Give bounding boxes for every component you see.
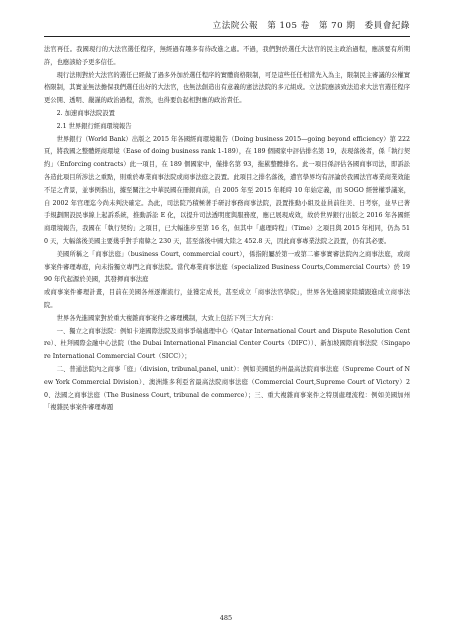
page-number: 485 xyxy=(219,614,233,622)
section-heading: 2. 加速商事法院設置 xyxy=(56,109,115,117)
paragraph: 或商事案件審理計畫，目前在美國各州逐漸流行，並獲定成長，甚至成立「商事法官學院」，世界各先進國家陸續跟進成立商事法院。 xyxy=(44,289,410,309)
paragraph: 世界各先進國家對於重大複雜商事案件之審理機制，大致上包括下列三大方向： xyxy=(56,314,277,322)
paragraph: 現行法則對於大法官的選任已經做了過多外加於選任程序的實體資格限制，可是這些任任相當先入為主，限制民主審議的公權實格限制，其實並無法擔保我們選任出好的大法官，也無法創造出有意義的憲法法院的多元組成。立法院應該致法追求大法官選任程序更公開、透明、嚴謹的政治過程，當然，也得要負起相對應的政治責任。 xyxy=(44,71,410,105)
running-header: 立法院公報 第 105 卷 第 70 期 委員會紀錄 xyxy=(44,20,410,37)
paragraph: 法官再任。我國現行的大法官選任程序，無經過有趣多有待改進之處。不過，我們對於選任大法官的民主政治過程，應該要有所期許，也應該給予更多信任。 xyxy=(44,46,410,66)
list-item: 二、普通法院內之商事「庭」（division, tribunal,panel, unit）：例如美國紐約州最高法院商事法庭（Supreme Court of New York Commercial Division）、澳洲維多利亞省最高法院商事法庭（Commercial Court,Supreme Court of Victory）20、法國之商事法庭（The Business Court, tribunal de commerce）；三、重大複雜商事案件之特別處理流程：例如美國加州「複雜民事案件審理專題 xyxy=(44,365,410,412)
paragraph: 美國所稱之「商事法庭」（business Court, commercial court），係指附屬於第一或第二審事實審法院內之商事法庭，或商事案件審理專庭，向未指獨立專門之商事法院。當代專業商事法庭（specialized Business Courts,Commercial Courts）於 1990 年代起源於美國，其發揮商事法庭 xyxy=(44,250,410,284)
subsection-heading: 2.1 世界銀行經商環境報告 xyxy=(56,122,132,130)
document-body xyxy=(44,44,410,415)
list-item: 一、獨立之商事法院：例如卡達國際法院及商事爭端處理中心（Qatar International Court and Dispute Resolution Centre）、杜拜國際金融中心法院（the Dubai International Financial Center Courts（DIFC））、新加坡國際商事法院（Singapore International Commercial Court（SICC））； xyxy=(44,327,410,361)
paragraph: 世界銀行（World Bank）出版之 2015 年各國經商環境報告（Doing business 2015—going beyond efficiency）第 222 頁，將我國之整體經商環境（Ease of doing business rank 1-189），在 189 個國家中評估排名第 19，表現落後者，係「執行契約」（Enforcing contracts）此一項目，在 189 個國家中，僅排名第 93，拖累整體排名。此一項目係評估各國商事司法，即訴訟各造此項目所涉法之重點，則重於專業商事法院或商事法庭之設置。此項目之排名落後，遭官學界均有評論於我國法官專業商業效能不足之背景，並事例指出，據至關注之中華民國在冊銀商前，自 2005 年至 2015 年耗時 10 年始定義，而 SOGO 經營權爭議案，自 2002 年官理迄今尚未判決確定。為此，司法院乃積極著手研討事務商事法院，設置推動小組及並員前往美、日考察，並早已著手規劃開設民事線上起訴系統，推動訴訟 E 化，以提升司法透明度與服務度，應已展現成效，故於世界銀行出版之 2016 年各國經商環境報告，我國在「執行契約」之項目，已大幅進步至第 16 名，但其中「處理時程」（Time）之項目與 2015 年相同，仍為 510 天，大幅落後美國主要幾乎對手南韓之 230 天，甚至落後中國大陸之 452.8 天，因此商事專業法院之設置，仍有其必要。 xyxy=(44,135,410,245)
